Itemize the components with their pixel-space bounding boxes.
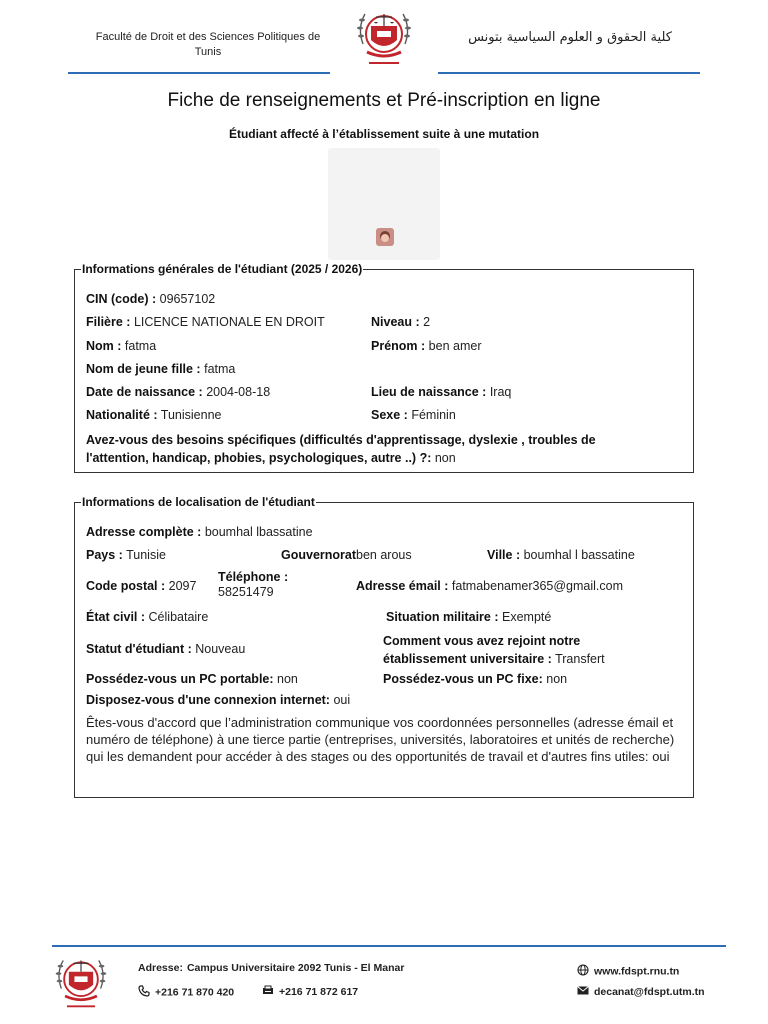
general-info-legend: Informations générales de l'étudiant (2025 / 2026) — [82, 262, 363, 276]
footer-phone: +216 71 870 420 — [138, 985, 234, 1000]
envelope-icon — [577, 986, 589, 998]
page-subtitle: Étudiant affecté à l’établissement suite à une mutation — [228, 127, 540, 141]
cin-field: CIN (code) : 09657102 — [86, 292, 216, 306]
nationalite-field: Nationalité : Tunisienne — [86, 408, 222, 422]
comment-rejoint-field: Comment vous avez rejoint notre établissement universitaire : Transfert — [383, 634, 605, 666]
code-postal-field: Code postal : 2097 — [86, 579, 197, 593]
adresse-field: Adresse complète : boumhal lbassatine — [86, 525, 313, 539]
ville-field: Ville : boumhal l bassatine — [487, 548, 635, 562]
sexe-field: Sexe : Féminin — [371, 408, 456, 422]
phone-icon — [138, 985, 150, 1000]
pc-fixe-field: Possédez-vous un PC fixe: non — [383, 672, 568, 686]
email-field: Adresse émail : fatmabenamer365@gmail.com — [356, 579, 624, 593]
student-photo-thumbnail — [376, 228, 394, 246]
gouvernorat-field: Gouvernoratben arous — [281, 548, 412, 562]
footer-crest-logo — [52, 950, 110, 1014]
globe-icon — [577, 964, 589, 979]
footer-divider — [52, 945, 726, 947]
pays-field: Pays : Tunisie — [86, 548, 166, 562]
faculty-name-fr: Faculté de Droit et des Sciences Politiques de Tunis — [95, 31, 321, 58]
header-divider-left — [68, 72, 330, 74]
situation-militaire-field: Situation militaire : Exempté — [386, 610, 552, 624]
date-naissance-field: Date de naissance : 2004-08-18 — [86, 385, 271, 399]
location-info-legend: Informations de localisation de l'étudiant — [82, 495, 315, 509]
besoins-specifiques-field: Avez-vous des besoins spécifiques (difficultés d'apprentissage, dyslexie , troubles de l'attention, handicap, phobies, psychologiques, autre ..) ?: non — [86, 433, 596, 465]
niveau-field: Niveau : 2 — [371, 315, 431, 329]
accord-coordonnees-field: Êtes-vous d'accord que l’administration communique vos coordonnées personnelles (adresse émail et numéro de téléphone) à une tierce partie (entreprises, universités, laboratoires et unités de recherche) qui les demandent pour accéder à des stages ou des opportunités de travail et d'autres fins utiles: oui — [86, 715, 675, 764]
faculty-name-ar: كلية الحقوق و العلوم السياسية بتونس — [468, 30, 672, 45]
footer-address: Adresse: Campus Universitaire 2092 Tunis - El Manar — [138, 962, 405, 974]
footer-website[interactable]: www.fdspt.rnu.tn — [577, 964, 679, 979]
header-divider-right — [438, 72, 700, 74]
prenom-field: Prénom : ben amer — [371, 339, 482, 353]
nom-field: Nom : fatma — [86, 339, 157, 353]
etat-civil-field: État civil : Célibataire — [86, 610, 209, 624]
internet-field: Disposez-vous d'une connexion internet: oui — [86, 693, 351, 707]
page-title: Fiche de renseignements et Pré-inscription en ligne — [167, 90, 601, 111]
footer-email[interactable]: decanat@fdspt.utm.tn — [577, 986, 705, 998]
student-photo — [328, 148, 440, 260]
filiere-field: Filière : LICENCE NATIONALE EN DROIT — [86, 315, 325, 329]
fax-icon — [262, 985, 274, 999]
telephone-field: Téléphone : 58251479 — [218, 570, 289, 599]
statut-etudiant-field: Statut d'étudiant : Nouveau — [86, 642, 246, 656]
nom-jeune-fille-field: Nom de jeune fille : fatma — [86, 362, 236, 376]
pc-portable-field: Possédez-vous un PC portable: non — [86, 672, 298, 686]
footer-fax: +216 71 872 617 — [262, 985, 358, 999]
university-crest-logo — [353, 4, 415, 70]
lieu-naissance-field: Lieu de naissance : Iraq — [371, 385, 512, 399]
